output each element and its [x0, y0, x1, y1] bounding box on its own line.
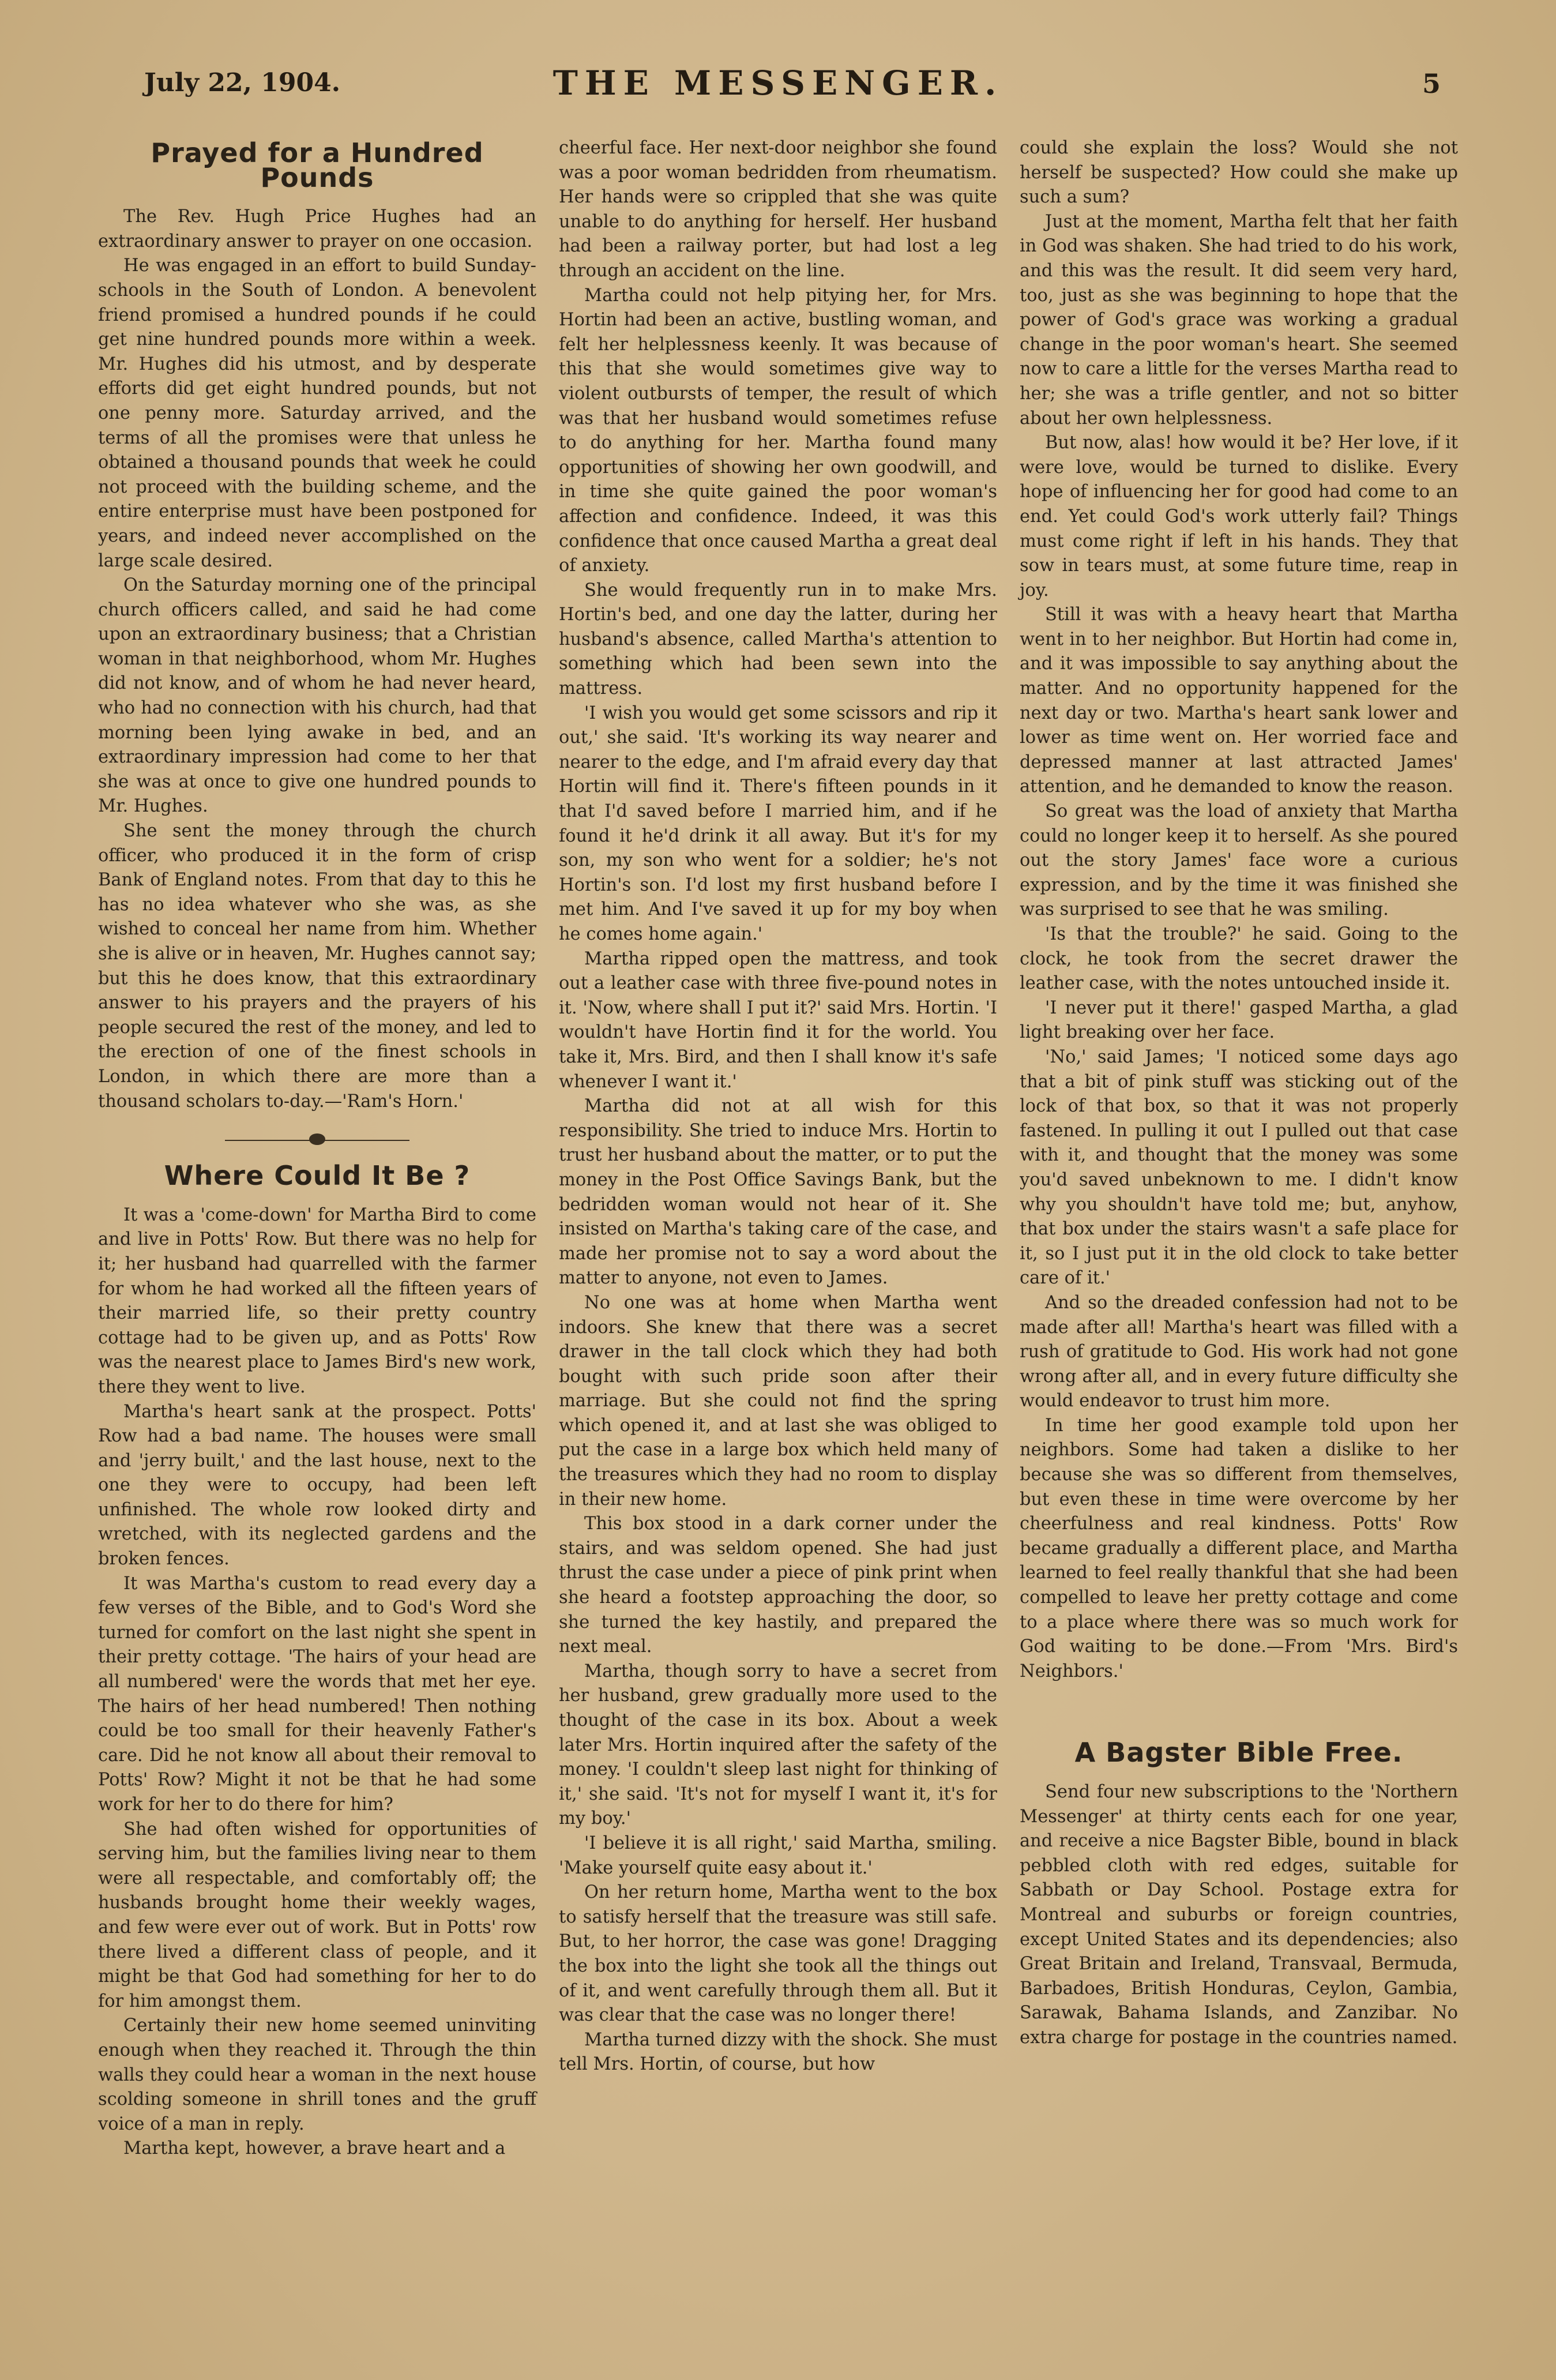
paragraph: She sent the money through the church officer, who produced it in the form of crisp Bank of England notes. From that day to this he has no idea whatever who she was, as she wished to conceal her name from him. Whether she is alive or in heaven, Mr. Hughes cannot say; but this he does know, that this extraordinary answer to his prayers and the prayers of his people secured the rest of the money, and led to the erection of one of the finest schools in London, in which there are more than a thousand scholars to-day.—'Ram's Horn.' [98, 821, 536, 1112]
paragraph: She had often wished for opportunities of serving him, but the families living near to them were all respectable, and comfortably off; the husbands brought home their weekly wages, and few were ever out of work. But in Potts' row there lived a different class of people, and it might be that God had something for her to do for him amongst them. [98, 1819, 536, 2011]
section-divider [98, 1129, 536, 1152]
paragraph: could she explain the loss? Would she not herself be suspected? How could she make up such a sum? [1020, 138, 1458, 208]
paragraph: 'Is that the trouble?' he said. Going to the clock, he took from the secret drawer the leather case, with the notes untouched inside it. [1020, 924, 1458, 994]
paragraph: 'I wish you would get some scissors and rip it out,' she said. 'It's working its way nearer and nearer to the edge, and I'm afraid every day that Hortin will find it. There's fifteen pounds in it that I'd saved before I married him, and if he found it he'd drink it all away. But it's for my son, my son who went for a soldier; he's not Hortin's son. I'd lost my first husband before I met him. And I've saved it up for my boy when he comes home again.' [559, 703, 997, 944]
page-number: 5 [1422, 68, 1441, 99]
text-columns [98, 136, 1458, 2161]
paragraph: She would frequently run in to make Mrs. Hortin's bed, and one day the latter, during her husband's absence, called Martha's attention to something which had been sewn into the mattress. [559, 580, 997, 699]
paragraph: Martha kept, however, a brave heart and a [123, 2138, 506, 2159]
paragraph: But now, alas! how would it be? Her love, if it were love, would be turned to dislike. Every hope of influencing her for good had come to an end. Yet could God's work utterly fail? Things must come right if left in his hands. They that sow in tears must, at some future time, reap in joy. [1020, 433, 1458, 600]
paragraph: cheerful face. Her next-door neighbor she found was a poor woman bedridden from rheumatism. Her hands were so crippled that she was quite unable to do anything for herself. Her husband had been a railway porter, but had lost a leg through an accident on the line. [559, 138, 997, 281]
paragraph: In time her good example told upon her neighbors. Some had taken a dislike to her because she was so different from themselves, but even these in time were overcome by her cheerfulness and real kindness. Potts' Row became gradually a different place, and Martha learned to feel really thankful that she had been compelled to leave her pretty cottage and come to a place where there was so much work for God waiting to be done.—From 'Mrs. Bird's Neighbors.' [1020, 1415, 1458, 1681]
paragraph: On the Saturday morning one of the principal church officers called, and said he had come upon an extraordinary business; that a Christian woman in that neighborhood, whom Mr. Hughes did not know, and of whom he had never heard, who had no connection with his church, had that morning been lying awake in bed, and an extraordinary impression had come to her that she was at once to give one hundred pounds to Mr. Hughes. [98, 575, 536, 817]
paragraph: On her return home, Martha went to the box to satisfy herself that the treasure was still safe. But, to her horror, the case was gone! Dragging the box into the light she took all the things out of it, and went carefully through them all. But it was clear that the case was no longer there! [559, 1882, 997, 2026]
paragraph: This box stood in a dark corner under the stairs, and was seldom opened. She had just thrust the case under a piece of pink print when she heard a footstep approaching the door, so she turned the key hastily, and prepared the next meal. [559, 1514, 997, 1657]
paragraph: And so the dreaded confession had not to be made after all! Martha's heart was filled with a rush of gratitude to God. His work had not gone wrong after all, and in every future difficulty she would endeavor to trust him more. [1020, 1292, 1458, 1412]
masthead-title: THE MESSENGER. [553, 63, 1003, 103]
page-header [98, 58, 1458, 113]
paragraph: Martha could not help pitying her, for Mrs. Hortin had been an active, bustling woman, and felt her helplessness keenly. It was because of this that she would sometimes give way to violent outbursts of temper, the result of which was that her husband would sometimes refuse to do anything for her. Martha found many opportunities of showing her own goodwill, and in time she quite gained the poor woman's affection and confidence. Indeed, it was this confidence that once caused Martha a great deal of anxiety. [559, 285, 997, 576]
paragraph: No one was at home when Martha went indoors. She knew that there was a secret drawer in the tall clock which they had both bought with such pride soon after their marriage. But she could not find the spring which opened it, and at last she was obliged to put the case in a large box which held many of the treasures which they had no room to display in their new home. [559, 1292, 997, 1510]
paragraph: He was engaged in an effort to build Sunday-schools in the South of London. A benevolent friend promised a hundred pounds if he could get nine hundred pounds more within a week. Mr. Hughes did his utmost, and by desperate efforts did get eight hundred pounds, but not one penny more. Saturday arrived, and the terms of all the promises were that unless he obtained a thousand pounds that week he could not proceed with the building scheme, and the entire enterprise must have been postponed for years, and indeed never accomplished on the large scale desired. [98, 256, 536, 571]
column-2 [559, 136, 997, 2161]
article-title-bagster: A Bagster Bible Free. [1074, 1737, 1403, 1769]
paragraph: Martha ripped open the mattress, and took out a leather case with three five-pound notes in it. 'Now, where shall I put it?' said Mrs. Hortin. 'I wouldn't have Hortin find it for the world. You take it, Mrs. Bird, and then I shall know it's safe whenever I want it.' [559, 948, 997, 1092]
paragraph: Still it was with a heavy heart that Martha went in to her neighbor. But Hortin had come in, and it was impossible to say anything about the matter. And no opportunity happened for the next day or two. Martha's heart sank lower and lower as time went on. Her worried face and depressed manner at last attracted James' attention, and he demanded to know the reason. [1020, 605, 1458, 797]
column-3 [1020, 136, 1458, 2161]
paragraph: The Rev. Hugh Price Hughes had an extraordinary answer to prayer on one occasion. [98, 207, 536, 251]
paragraph: 'I believe it is all right,' said Martha, smiling. 'Make yourself quite easy about it.' [559, 1833, 997, 1878]
article-title-prayed: Prayed for a Hundred Pounds [151, 137, 484, 193]
paragraph: 'I never put it there!' gasped Martha, a glad light breaking over her face. [1020, 997, 1458, 1043]
paragraph: Martha, though sorry to have a secret from her husband, grew gradually more used to the thought of the case in its box. About a week later Mrs. Hortin inquired after the safety of the money. 'I couldn't sleep last night for thinking of it,' she said. 'It's not for myself I want it, it's for my boy.' [559, 1661, 997, 1829]
paragraph: Certainly their new home seemed uninviting enough when they reached it. Through the thin walls they could hear a woman in the next house scolding someone in shrill tones and the gruff voice of a man in reply. [98, 2015, 536, 2134]
paragraph: Martha turned dizzy with the shock. She must tell Mrs. Hortin, of course, but how [559, 2029, 997, 2075]
paragraph: It was Martha's custom to read every day a few verses of the Bible, and to God's Word she turned for comfort on the last night she spent in their pretty cottage. 'The hairs of your head are all numbered' were the words that met her eye. The hairs of her head numbered! Then nothing could be too small for their heavenly Father's care. Did he not know all about their removal to Potts' Row? Might it not be that he had some work for her to do there for him? [98, 1573, 536, 1815]
paragraph: It was a 'come-down' for Martha Bird to come and live in Potts' Row. But there was no help for it; her husband had quarrelled with the farmer for whom he had worked all the fifteen years of their married life, so their pretty country cottage had to be given up, and as Potts' Row was the nearest place to James Bird's new work, there they went to live. [98, 1204, 536, 1397]
column-1 [98, 136, 536, 2161]
issue-date: July 22, 1904. [144, 68, 341, 97]
paragraph: Martha's heart sank at the prospect. Potts' Row had a bad name. The houses were small and 'jerry built,' and the last house, next to the one they were to occupy, had been left unfinished. The whole row looked dirty and wretched, with its neglected gardens and the broken fences. [98, 1401, 536, 1570]
paragraph: Martha did not at all wish for this responsibility. She tried to induce Mrs. Hortin to trust her husband about the matter, or to put the money in the Post Office Savings Bank, but the bedridden woman would not hear of it. She insisted on Martha's taking care of the case, and made her promise not to say a word about the matter to anyone, not even to James. [559, 1096, 997, 1289]
paragraph: Send four new subscriptions to the 'Northern Messenger' at thirty cents each for one year, and receive a nice Bagster Bible, bound in black pebbled cloth with red edges, suitable for Sabbath or Day School. Postage extra for Montreal and suburbs or foreign countries, except United States and its dependencies; also Great Britain and Ireland, Transvaal, Bermuda, Barbadoes, British Honduras, Ceylon, Gambia, Sarawak, Bahama Islands, and Zanzibar. No extra charge for postage in the countries named. [1020, 1782, 1458, 2048]
article-title-where: Where Could It Be ? [164, 1160, 471, 1192]
paragraph: Just at the moment, Martha felt that her faith in God was shaken. She had tried to do his work, and this was the result. It did seem very hard, too, just as she was beginning to hope that the power of God's grace was working a gradual change in the poor woman's heart. She seemed now to care a little for the verses Martha read to her; she was a trifle gentler, and not so bitter about her own helplessness. [1020, 211, 1458, 429]
paragraph: 'No,' said James; 'I noticed some days ago that a bit of pink stuff was sticking out of the lock of that box, so that it was not properly fastened. In pulling it out I pulled out that case with it, and thought that the money was some you'd saved unbeknown to me. I didn't know why you shouldn't have told me; but, anyhow, that box under the stairs wasn't a safe place for it, so I just put it in the old clock to take better care of it.' [1020, 1046, 1458, 1289]
paragraph: So great was the load of anxiety that Martha could no longer keep it to herself. As she poured out the story James' face wore a curious expression, and by the time it was finished she was surprised to see that he was smiling. [1020, 801, 1458, 920]
